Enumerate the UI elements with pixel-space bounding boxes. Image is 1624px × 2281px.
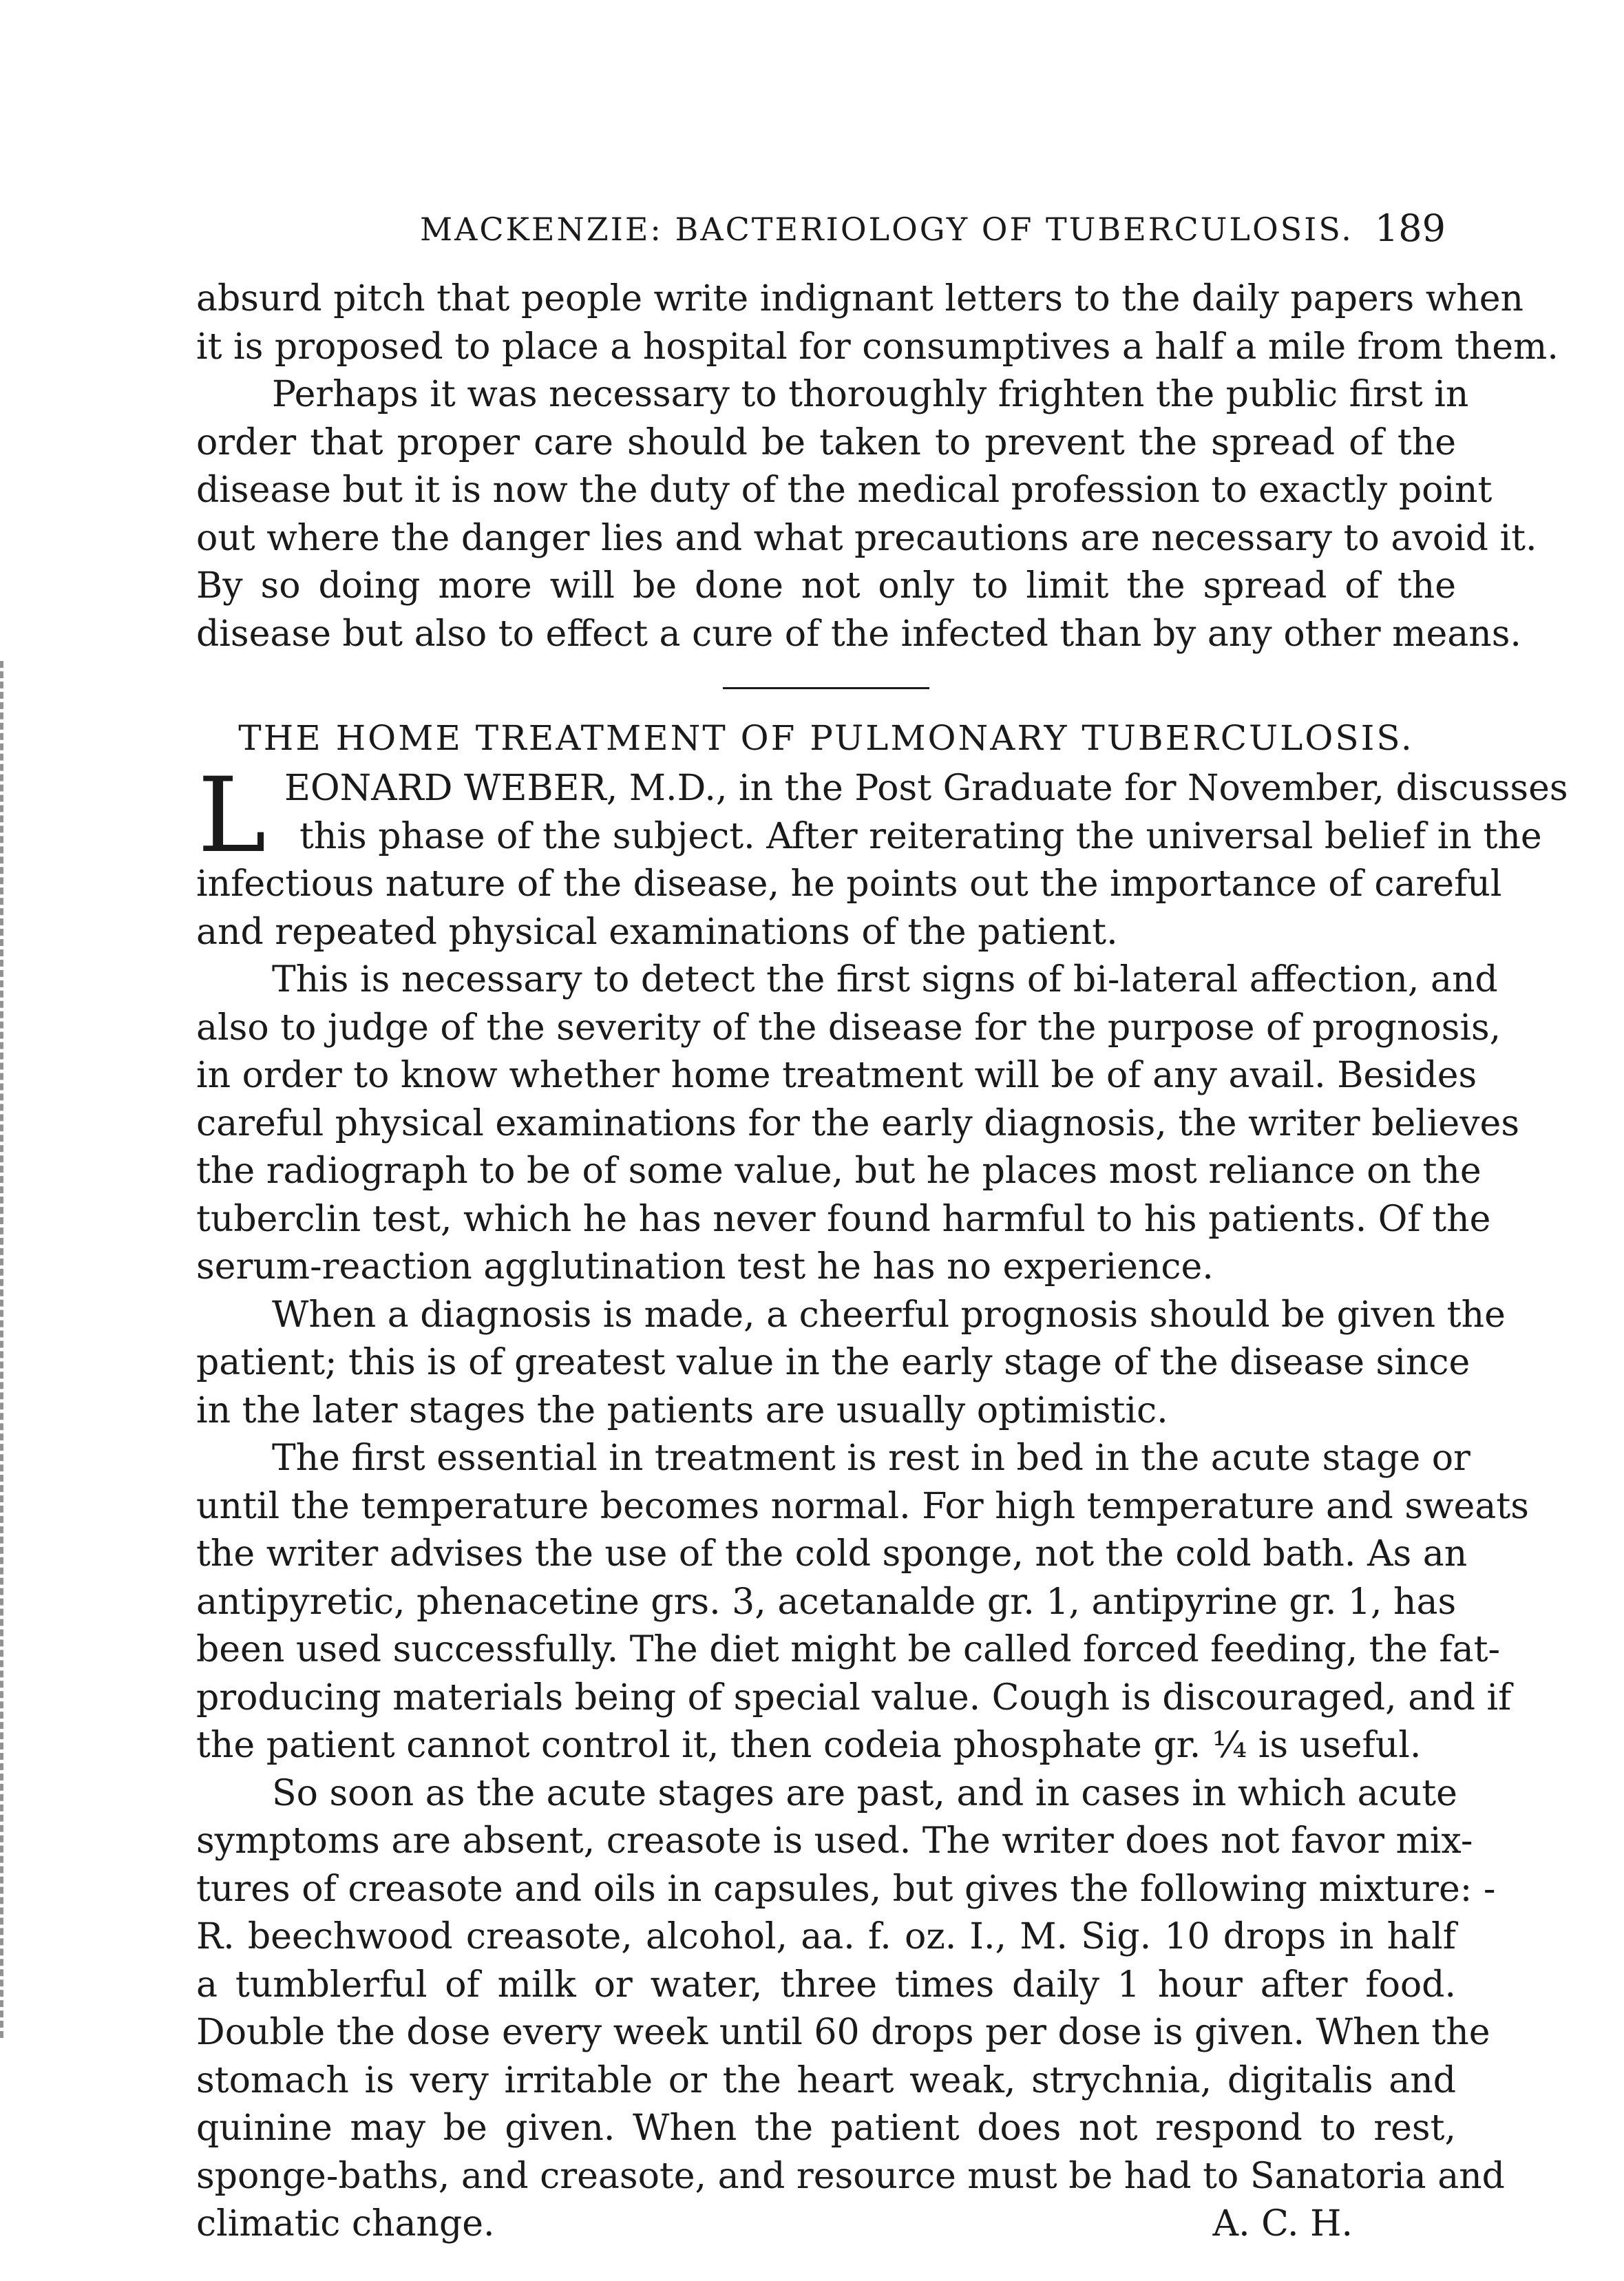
text-line: order that proper care should be taken to prevent the spread of the [196, 421, 1456, 463]
paragraph-2 [196, 956, 1520, 1292]
text-line: out where the danger lies and what precautions are necessary to avoid it. [196, 517, 1537, 559]
text-line: Perhaps it was necessary to thoroughly frighten the public first in [272, 374, 1469, 415]
text-line: climatic change. [196, 2203, 495, 2245]
author-initials: A. C. H. [1212, 2203, 1353, 2245]
text-line: absurd pitch that people write indignant letters to the daily papers when [196, 278, 1524, 319]
text-line: until the temperature becomes normal. For high temperature and sweats [196, 1485, 1529, 1527]
paragraph-5 [196, 1770, 1505, 2249]
section-divider [723, 687, 929, 689]
text-line: tures of creasote and oils in capsules, but gives the following mixture: - [196, 1868, 1496, 1910]
text-line: EONARD WEBER, M.D., in the Post Graduate for November, discusses [284, 768, 1568, 809]
text-line: the writer advises the use of the cold sponge, not the cold bath. As an [196, 1533, 1468, 1575]
previous-article-continuation [196, 275, 1559, 658]
text-line: R. beechwood creasote, alcohol, aa. f. oz. I., M. Sig. 10 drops in half [196, 1916, 1456, 1957]
text-line: sponge-baths, and creasote, and resource must be had to Sanatoria and [196, 2155, 1505, 2197]
text-line: disease but it is now the duty of the medical profession to exactly point [196, 470, 1493, 511]
text-line: the radiograph to be of some value, but he places most reliance on the [196, 1150, 1481, 1192]
text-line: quinine may be given. When the patient does not respond to rest, [196, 2107, 1456, 2149]
text-line: symptoms are absent, creasote is used. The writer does not favor mix- [196, 1820, 1473, 1862]
paragraph-4 [196, 1435, 1529, 1770]
running-header [207, 207, 1446, 262]
text-line: producing materials being of special value. Cough is discouraged, and if [196, 1676, 1512, 1718]
text-line: disease but also to effect a cure of the infected than by any other means. [196, 613, 1521, 655]
drop-cap: L [198, 756, 266, 876]
paragraph-1 [196, 756, 1568, 956]
text-line: When a diagnosis is made, a cheerful prognosis should be given the [272, 1294, 1506, 1336]
running-title: MACKENZIE: BACTERIOLOGY OF TUBERCULOSIS. [420, 211, 1353, 248]
page-number: 189 [1374, 207, 1446, 250]
text-line: a tumblerful of milk or water, three times daily 1 hour after food. [196, 1964, 1456, 2006]
text-line: this phase of the subject. After reiterating the universal belief in the [299, 815, 1542, 857]
scan-edge-artifact [0, 661, 12, 2038]
paragraph-3 [196, 1292, 1506, 1436]
text-line: tuberclin test, which he has never found harmful to his patients. Of the [196, 1198, 1491, 1240]
text-line: also to judge of the severity of the disease for the purpose of prognosis, [196, 1007, 1501, 1049]
article-heading: THE HOME TREATMENT OF PULMONARY TUBERCULOSIS. [238, 718, 1414, 758]
text-line: stomach is very irritable or the heart weak, strychnia, digitalis and [196, 2059, 1456, 2101]
closing-line [196, 2200, 1456, 2249]
text-line: the patient cannot control it, then codeia phosphate gr. ¼ is useful. [196, 1725, 1422, 1766]
text-line: This is necessary to detect the first signs of bi-lateral affection, and [272, 959, 1498, 1000]
text-line: serum-reaction agglutination test he has no experience. [196, 1246, 1214, 1287]
text-line: So soon as the acute stages are past, and in cases in which acute [272, 1772, 1457, 1814]
text-line: been used successfully. The diet might be called forced feeding, the fat- [196, 1629, 1501, 1670]
text-line: infectious nature of the disease, he points out the importance of careful [196, 863, 1502, 905]
text-line: The first essential in treatment is rest in bed in the acute stage or [272, 1438, 1470, 1479]
text-line: in the later stages the patients are usually optimistic. [196, 1389, 1168, 1431]
text-line: careful physical examinations for the early diagnosis, the writer believes [196, 1102, 1520, 1144]
text-line: antipyretic, phenacetine grs. 3, acetanalde gr. 1, antipyrine gr. 1, has [196, 1581, 1457, 1623]
text-line: patient; this is of greatest value in the early stage of the disease since [196, 1342, 1470, 1383]
text-line: in order to know whether home treatment will be of any avail. Besides [196, 1055, 1477, 1096]
text-line: Double the dose every week until 60 drops per dose is given. When the [196, 2012, 1490, 2053]
text-line: it is proposed to place a hospital for consumptives a half a mile from them. [196, 326, 1559, 368]
text-line: and repeated physical examinations of the patient. [196, 911, 1118, 953]
text-line: By so doing more will be done not only to limit the spread of the [196, 565, 1456, 607]
body-text [196, 275, 1568, 2249]
